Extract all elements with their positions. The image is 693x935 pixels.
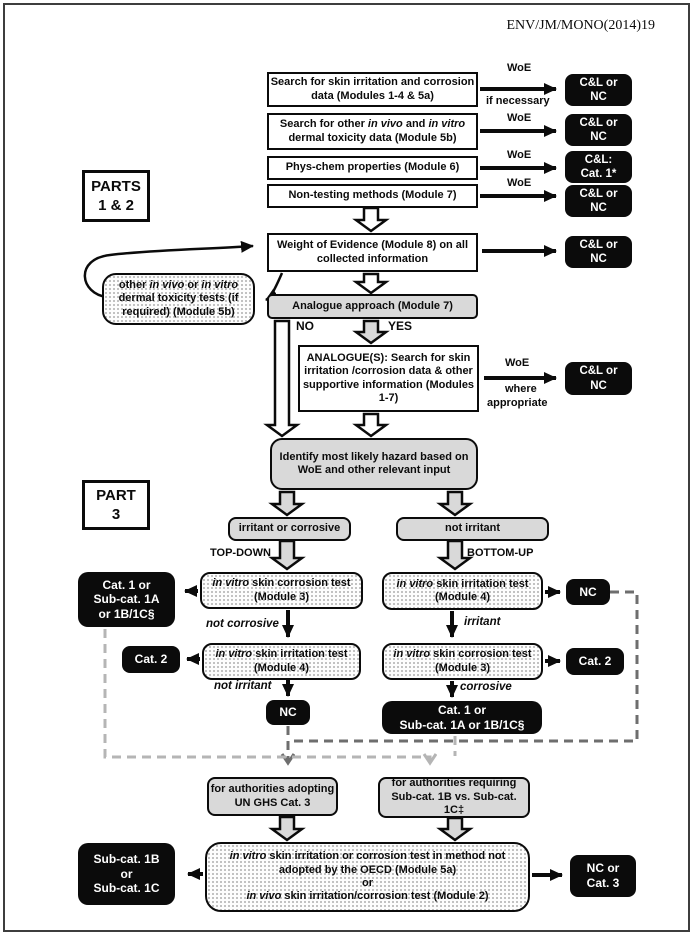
- label-not-corrosive: not corrosive: [206, 618, 279, 630]
- box-other-dermal-tests: other in vivo or in vitro dermal toxicity tests (if required) (Module 5b): [102, 273, 255, 325]
- box-irritant-or-corrosive: irritant or corrosive: [228, 517, 351, 541]
- outcome-cl-nc-woe: C&L or NC: [565, 236, 632, 268]
- box-search-other-data: Search for other in vivo and in vitro dermal toxicity data (Module 5b): [267, 113, 478, 150]
- parts-1-2-label: PARTS 1 & 2: [82, 170, 150, 222]
- box-analogue-approach: Analogue approach (Module 7): [267, 294, 478, 319]
- box-invitro-irritation-left: in vitro skin irritation test (Module 4): [202, 643, 361, 680]
- outcome-cat2-right: Cat. 2: [566, 648, 624, 675]
- block-arrow-identify-to-irritant: [272, 492, 302, 515]
- box-non-testing: Non-testing methods (Module 7): [267, 184, 478, 208]
- box-non-oecd-test: in vitro skin irritation or corrosion test in method not adopted by the OECD (Module 5a) or in vivo skin irritation/corrosion test (Module 2): [205, 842, 530, 912]
- label-corrosive: corrosive: [460, 681, 512, 693]
- box-invitro-irritation-right: in vitro skin irritation test (Module 4): [382, 572, 543, 610]
- box-authorities-subcat: for authorities requiring Sub-cat. 1B vs. Sub-cat. 1C‡: [378, 777, 530, 818]
- box-invitro-corrosion-right: in vitro skin corrosion test (Module 3): [382, 643, 543, 680]
- label-yes: YES: [388, 319, 413, 333]
- box-analogues-search: ANALOGUE(S): Search for skin irritation /corrosion data & other supportive information (Modules 1-7): [298, 345, 479, 412]
- box-phys-chem: Phys-chem properties (Module 6): [267, 156, 478, 180]
- label-irritant: irritant: [464, 616, 501, 628]
- outcome-cl-nc-1: C&L or NC: [565, 74, 632, 106]
- label-not-irritant: not irritant: [214, 680, 272, 692]
- label-bottom-up: BOTTOM-UP: [467, 547, 534, 559]
- label-top-down: TOP-DOWN: [210, 547, 271, 559]
- block-arrow-woe-to-analogue: [356, 274, 386, 293]
- label-woe-2: WoE: [507, 112, 532, 124]
- block-arrow-subcat-to-bigbox: [440, 818, 470, 840]
- block-arrow-analogues-to-identify: [356, 414, 386, 436]
- block-arrow-bottom-up: [440, 541, 470, 569]
- label-woe-1: WoE: [507, 62, 532, 74]
- block-arrow-ghs-to-bigbox: [272, 817, 302, 840]
- outcome-nc-or-cat3: NC or Cat. 3: [570, 855, 636, 897]
- block-arrow-top-down: [272, 541, 302, 569]
- block-arrow-yes: [356, 321, 386, 343]
- block-arrow-nontesting-to-woe: [356, 208, 386, 231]
- outcome-subcat-1b-1c: Sub-cat. 1B or Sub-cat. 1C: [78, 843, 175, 905]
- outcome-cat1-subcat-wide: Cat. 1 or Sub-cat. 1A or 1B/1C§: [382, 701, 542, 734]
- box-search-skin-data: Search for skin irritation and corrosion data (Modules 1-4 & 5a): [267, 72, 478, 107]
- block-arrow-identify-to-notirritant: [440, 492, 470, 515]
- outcome-cl-nc-analogue: C&L or NC: [565, 362, 632, 395]
- label-where: where: [505, 383, 537, 395]
- box-invitro-corrosion-left: in vitro skin corrosion test (Module 3): [200, 572, 363, 609]
- outcome-cl-nc-3: C&L or NC: [565, 185, 632, 217]
- dashed-paths: [105, 592, 637, 762]
- part-3-label: PART 3: [82, 480, 150, 530]
- block-arrow-no: [267, 321, 297, 436]
- outcome-cl-cat1: C&L: Cat. 1*: [565, 151, 632, 183]
- outcome-cat1-subcat-left: Cat. 1 or Sub-cat. 1A or 1B/1C§: [78, 572, 175, 627]
- label-no: NO: [296, 319, 314, 333]
- box-identify-hazard: Identify most likely hazard based on WoE and other relevant input: [270, 438, 478, 490]
- box-authorities-ghs-cat3: for authorities adopting UN GHS Cat. 3: [207, 777, 338, 816]
- label-woe-3: WoE: [507, 149, 532, 161]
- document-id: ENV/JM/MONO(2014)19: [506, 18, 655, 33]
- label-woe-4: WoE: [507, 177, 532, 189]
- outcome-cat2-left: Cat. 2: [122, 646, 180, 673]
- outcome-nc-right: NC: [566, 579, 610, 605]
- outcome-cl-nc-2: C&L or NC: [565, 114, 632, 146]
- outcome-nc-left: NC: [266, 700, 310, 725]
- box-not-irritant: not irritant: [396, 517, 549, 541]
- label-appropriate: appropriate: [487, 397, 548, 409]
- label-woe-5: WoE: [505, 357, 530, 369]
- label-if-necessary: if necessary: [486, 95, 550, 107]
- box-weight-of-evidence: Weight of Evidence (Module 8) on all collected information: [267, 233, 478, 272]
